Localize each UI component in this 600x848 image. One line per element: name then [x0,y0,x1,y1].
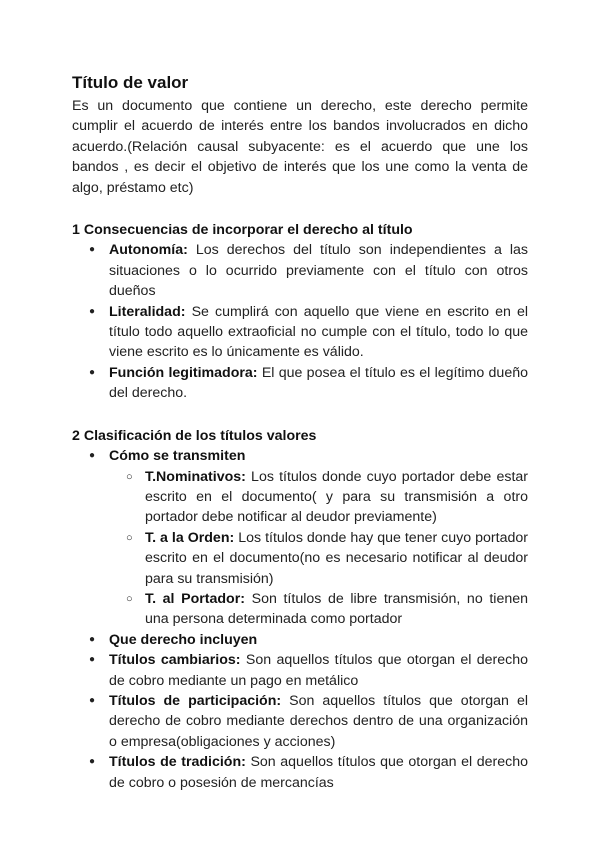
term-label: T.Nominativos: [145,468,246,485]
list-item [72,691,528,752]
section-heading: 1 Consecuencias de incorporar el derecho al título [72,222,413,239]
term-description: Son aquellos títulos que otorgan el derecho de cobro mediante derechos dentro de una organización o empresa(obligaciones y acciones) [109,692,528,750]
term-description: Los títulos donde hay que tener cuyo portador escrito en el documento(no es necesario notificar al deudor para su transmisión) [145,529,528,587]
term-label: Títulos de participación: [109,692,282,709]
term-description: Son títulos de libre transmisión, no tienen una persona determinada como portador [145,590,529,628]
section-clasificacion [72,426,528,793]
list-item [72,630,528,650]
bullet-list [72,446,528,793]
term-label: T. a la Orden: [145,529,235,546]
list-item [72,302,528,363]
term-label: Autonomía: [109,242,188,259]
term-label: Literalidad: [109,303,186,320]
term-description: Se cumplirá con aquello que viene en escrito en el título todo aquello extraoficial no cumple con el título, todo lo que viene escrito es lo únicamente es válido. [109,303,528,361]
sub-list-item [109,467,528,528]
term-description: Son aquellos títulos que otorgan el derecho de cobro o posesión de mercancías [109,754,528,791]
term-label: Función legitimadora: [109,364,258,381]
list-item [72,446,528,630]
term-description: El que posea el título es el legítimo dueño del derecho. [109,364,528,402]
category-label: Que derecho incluyen [109,631,258,648]
sub-list-item [109,589,528,630]
page-title: Título de valor [72,73,189,92]
term-label: Títulos cambiarios: [109,652,241,669]
sub-list-item [109,528,528,589]
section-heading: 2 Clasificación de los títulos valores [72,427,317,444]
term-label: Títulos de tradición: [109,754,246,771]
sub-bullet-list [109,467,528,630]
term-description: Los derechos del título son independientes a las situaciones o lo ocurrido previamente con el título con otros dueños [109,242,528,300]
category-label: Cómo se transmiten [109,448,246,465]
list-item [72,363,528,404]
section-consecuencias [72,220,528,404]
document-content [72,72,528,793]
bullet-list [72,240,528,403]
intro-paragraph: Es un documento que contiene un derecho, este derecho permite cumplir el acuerdo de interés entre los bandos involucrados en dicho acuerdo.(Relación causal subyacente: es el acuerdo que une los bandos , es decir el objetivo de interés que los une como la venta de algo, préstamo etc) [72,98,528,196]
list-item [72,650,528,691]
term-description: Los títulos donde cuyo portador debe estar escrito en el documento( y para su transmisión a otro portador debe notificar al deudor previamente) [145,468,528,526]
term-description: Son aquellos títulos que otorgan el derecho de cobro mediante un pago en metálico [109,652,529,689]
term-label: T. al Portador: [145,590,245,607]
list-item [72,752,528,793]
list-item [72,240,528,301]
